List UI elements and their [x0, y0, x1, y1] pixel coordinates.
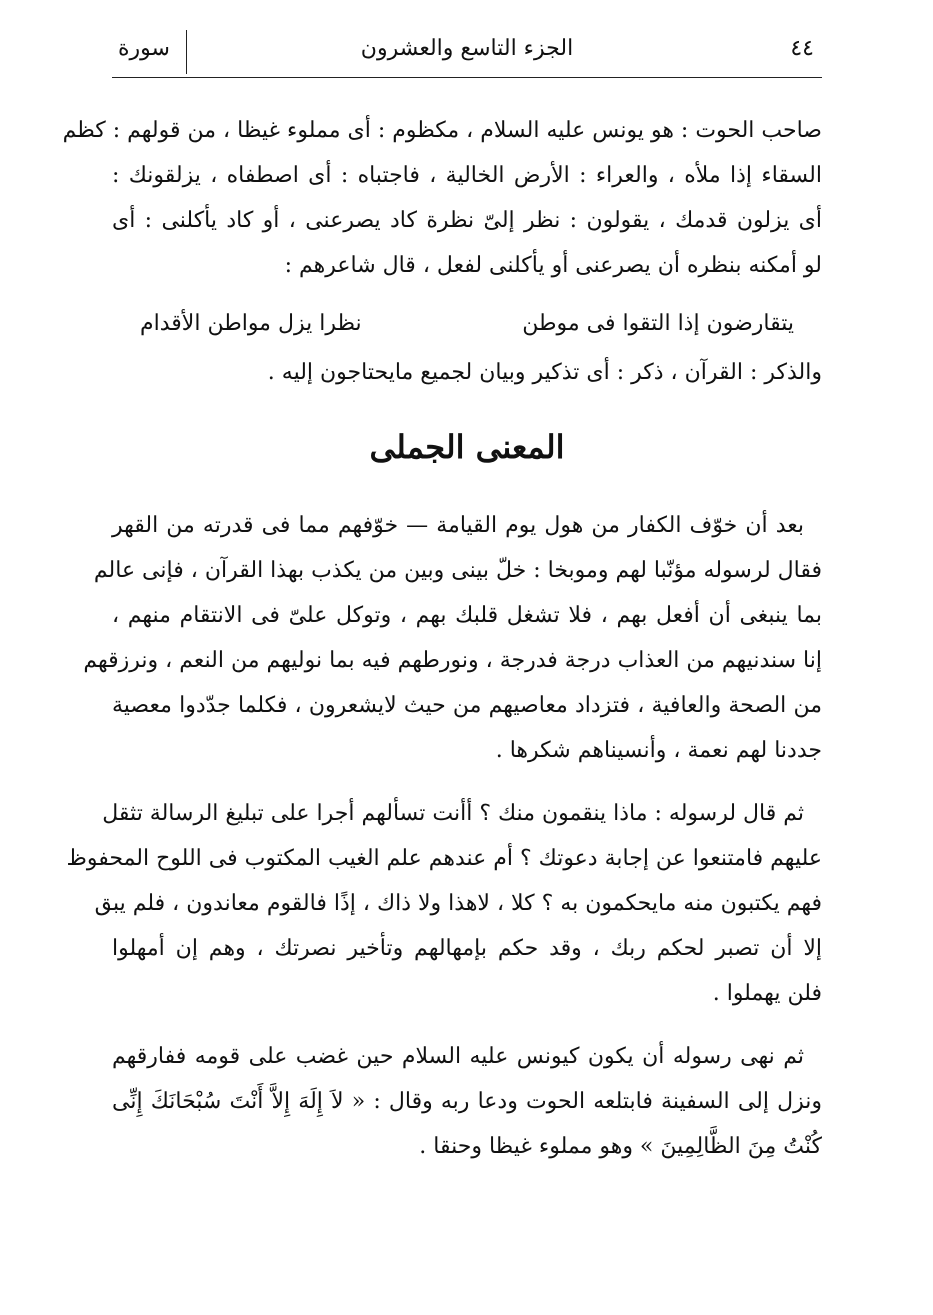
running-title: الجزء التاسع والعشرون	[360, 36, 574, 61]
text-line: بما ينبغى أن أفعل بهم ، فلا تشغل قلبك بهم ، وتوكل علىّ فى الانتقام منهم ،	[112, 603, 822, 628]
text-line: فقال لرسوله مؤنّبا لهم وموبخا : خلّ بينى وبين من يكذب بهذا القرآن ، فإنى عالم	[93, 558, 822, 583]
header-bracket	[186, 30, 187, 74]
text-line: فهم يكتبون منه مايحكمون به ؟ كلا ، لاهذا ولا ذاك ، إذًا فالقوم معاندون ، فلم يبق	[94, 891, 822, 916]
text-line: فلن يهملوا .	[712, 981, 822, 1006]
poetry-verse	[112, 298, 822, 350]
paragraph	[112, 1034, 822, 1169]
section-heading: المعنى الجملى	[369, 428, 565, 466]
text-line: بعد أن خوّف الكفار من هول يوم القيامة — خوّفهم مما فى قدرته من القهر	[112, 513, 804, 538]
text-line: ثم قال لرسوله : ماذا ينقمون منك ؟ أأنت تسألهم أجرا على تبليغ الرسالة تثقل	[102, 801, 804, 826]
text-line: عليهم فامتنعوا عن إجابة دعوتك ؟ أم عندهم علم الغيب المكتوب فى اللوح المحفوظ	[66, 846, 822, 871]
page-body	[62, 108, 822, 1169]
text-line: كُنْتُ مِنَ الظَّالِمِينَ » وهو مملوء غيظا وحنقا .	[419, 1134, 822, 1159]
running-header	[112, 30, 822, 78]
text-line: صاحب الحوت : هو يونس عليه السلام ، مكظوم : أى مملوء غيظا ، من قولهم : كظم	[62, 118, 822, 143]
text-line: أى يزلون قدمك ، يقولون : نظر إلىّ نظرة كاد يصرعنى ، أو كاد يأكلنى : أى	[112, 208, 822, 233]
text-line: إنا سندنيهم من العذاب درجة فدرجة ، ونورطهم فيه بما نوليهم من النعم ، ونرزقهم	[83, 648, 822, 673]
text-line: إلا أن تصبر لحكم ربك ، وقد حكم بإمهالهم وتأخير نصرتك ، وهم إن أمهلوا	[112, 936, 822, 961]
page-number: ٤٤	[790, 36, 814, 61]
paragraph	[66, 791, 822, 1016]
first-hemistich: يتقارضون إذا التقوا فى موطن	[522, 311, 794, 336]
sura-label: سورة	[118, 36, 170, 61]
vocabulary-section	[62, 108, 822, 395]
text-line: السقاء إذا ملأه ، والعراء : الأرض الخالية ، فاجتباه : أى اصطفاه ، يزلقونك :	[112, 163, 822, 188]
paragraph-gap	[112, 1016, 822, 1034]
header-rule	[112, 77, 822, 78]
paragraph-gap	[112, 773, 822, 791]
text-line: جددنا لهم نعمة ، وأنسيناهم شكرها .	[495, 738, 822, 763]
text-line: ثم نهى رسوله أن يكون كيونس عليه السلام حين غضب على قومه ففارقهم	[112, 1044, 804, 1069]
second-hemistich: نظرا يزل مواطن الأقدام	[140, 311, 362, 336]
text-line: لو أمكنه بنظره أن يصرعنى أو يأكلنى لفعل ، قال شاعرهم :	[284, 253, 822, 278]
text-line: من الصحة والعافية ، فتزداد معاصيهم من حيث لايشعرون ، فكلما جدّدوا معصية	[112, 693, 822, 718]
paragraph	[83, 503, 822, 773]
text-line: والذكر : القرآن ، ذكر : أى تذكير وبيان لجميع مايحتاجون إليه .	[267, 360, 822, 385]
text-line: ونزل إلى السفينة فابتلعه الحوت ودعا ربه وقال : « لاَ إِلَهَ إِلاَّ أَنْتَ سُبْحَانَكَ إِنِّى	[112, 1089, 822, 1114]
